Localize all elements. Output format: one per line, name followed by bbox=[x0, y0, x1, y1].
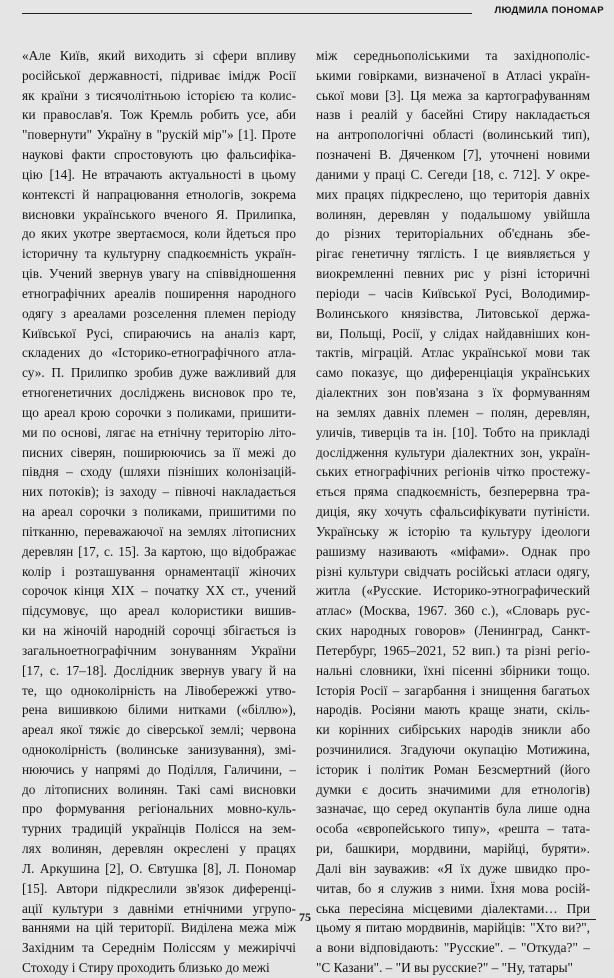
text-line: наукові факти спростовують цю фальсифіка- bbox=[22, 147, 296, 163]
text-line: ми по основі, лягає на етнічну територію літо- bbox=[22, 424, 296, 440]
text-line: Волинського князівства, Литовської держа- bbox=[316, 305, 590, 321]
text-line: ских народных говоров» (Ленинград, Санкт- bbox=[316, 623, 590, 639]
text-line: зазначає, що серед окупантів була лише одна bbox=[316, 801, 590, 817]
text-line: уличів, тиверців та ін. [10]. Тобто на прикладі bbox=[316, 424, 590, 440]
text-line: цьому я питаю мордвинів, марійців: "Хто ви?", bbox=[316, 920, 590, 936]
text-line: лях волинян, деревлян окреслені у працях bbox=[22, 841, 296, 857]
footer-rule-right bbox=[338, 919, 596, 920]
text-line: ваннями на цій території. Виділена межа між bbox=[22, 920, 296, 936]
running-header-author: ЛЮДМИЛА ПОНОМАР bbox=[494, 5, 604, 16]
text-line: ської мови [3]. Ця межа за картографуванням bbox=[316, 87, 590, 103]
text-line: ців. Учений звернув увагу на співвідношення bbox=[22, 266, 296, 282]
text-line: рігає генетичну тяглість. І це виявляється у bbox=[316, 246, 590, 262]
footer-rule-left bbox=[22, 919, 270, 920]
text-line: одноколірність (волинське занизування), змі- bbox=[22, 741, 296, 757]
text-line: сорочок кінця XIX – початку XX ст., учений bbox=[22, 583, 296, 599]
text-line: між середньополіськими та західнополіс- bbox=[316, 48, 590, 63]
text-line: [15]. Автори підкреслили зв'язок диференці- bbox=[22, 880, 296, 896]
text-line: житла («Русские. Историко-этнографический bbox=[316, 583, 590, 599]
text-line: цію [14]. Не втрачають актуальності в цьому bbox=[22, 166, 296, 182]
text-line: а вони відповідають: "Русские". – "Откуда?" – bbox=[316, 940, 590, 956]
text-line: ви, Польщі, Росії, у слідах найдавніших кон- bbox=[316, 325, 590, 341]
text-line: Стоходу і Стиру проходить близько до межі bbox=[22, 960, 270, 976]
text-line: підсумовує, що ареал колористики вишив- bbox=[22, 603, 296, 619]
text-line: ареал якої тяжіє до сіверської землі; червона bbox=[22, 722, 296, 738]
text-line: загальноетнографічним зонуванням України bbox=[22, 642, 296, 658]
text-line: читав, бо я служив з ними. Їхня мова росій- bbox=[316, 880, 590, 896]
text-line: ькими говірками, визначеної в Атласі україн- bbox=[316, 67, 590, 83]
text-line: періоди – часів Київської Русі, Володимир- bbox=[316, 285, 590, 301]
text-line: ки на жіночій народній сорочці збігається із bbox=[22, 623, 296, 639]
text-line: що ареал крою сорочки з поликами, пришити- bbox=[22, 404, 296, 420]
text-line: Київської Русі, спираючись на аналіз карт, bbox=[22, 325, 296, 341]
text-line: деревлян [17, с. 15]. За картою, що відображає bbox=[22, 543, 296, 559]
text-line: Л. Аркушина [2], О. Євтушка [8], Л. Пономар bbox=[22, 860, 296, 876]
text-line: контексті й напрацювання етнологів, зокрема bbox=[22, 186, 296, 202]
text-line: Українську ж історію та культуру ідеологи bbox=[316, 523, 590, 539]
right-text-column bbox=[316, 46, 590, 978]
text-line: пітканню, переважаючої на землях літописних bbox=[22, 523, 296, 539]
text-line: народів. Росіяни мають краще знати, скіль- bbox=[316, 702, 590, 718]
text-line: ки православ'я. Тож Кремль робить усе, аби bbox=[22, 107, 296, 123]
text-line: рена вишивкою білими нитками («біллю»), bbox=[22, 702, 296, 718]
text-line: виокремленні певних рис у різні історичні bbox=[316, 266, 590, 282]
text-line: складених до «Історико-етнографічного атла- bbox=[22, 345, 296, 361]
text-line: Далі він зауважив: «Я їх дуже швидко про- bbox=[316, 860, 590, 876]
text-line: етногенетичних досліджень висновок про те, bbox=[22, 385, 296, 401]
text-line: нюючись у напрямі до Поділля, Галичини, – bbox=[22, 761, 296, 777]
text-line: дослідження культури діалектних зон, україн- bbox=[316, 444, 590, 460]
text-line: диція, яку хочуть сфальсифікувати путіністи. bbox=[316, 504, 590, 520]
text-line: ська пересіяна місцевими діалектами… При bbox=[316, 900, 590, 916]
text-line: «Але Київ, який виходить зі сфери впливу bbox=[22, 48, 296, 63]
text-line: даними у праці С. Сегеди [18, с. 712]. У окре- bbox=[316, 166, 590, 182]
text-line: історик і політик Роман Безсмертний (його bbox=[316, 761, 590, 777]
text-line: російської державності, підриває імідж Росії bbox=[22, 67, 296, 83]
text-line: на антропологічні області (волинський тип), bbox=[316, 127, 590, 143]
text-line: до яких укотре звертаємося, коли йдеться про bbox=[22, 226, 296, 242]
text-line: них потоків); із заходу – півночі накладається bbox=[22, 484, 296, 500]
text-line: нальні словники, їхні пісенні збірники тощо. bbox=[316, 662, 590, 678]
text-line: само показує, що диференціація українських bbox=[316, 365, 590, 381]
text-line: ри, башкири, мордвини, марійці, буряти». bbox=[316, 841, 590, 857]
text-line: те, що одноколірність на Лівобережжі утво- bbox=[22, 682, 296, 698]
text-line: [17, с. 17–18]. Дослідник звернув увагу й на bbox=[22, 662, 296, 678]
text-line: Історія Росії – загарбання і знищення багатьох bbox=[316, 682, 590, 698]
page-number: 75 bbox=[299, 910, 311, 924]
text-line: діалектних зон пов'язана з їх формуванням bbox=[316, 385, 590, 401]
text-line: атлас» (Москва, 1967. 360 с.), «Словарь рус- bbox=[316, 603, 590, 619]
text-line: "С Казани". – "И вы русские?" – "Ну, татары" bbox=[316, 960, 573, 976]
text-line: Петербург, 1965–2021, 52 вип.) та різні регіо- bbox=[316, 642, 590, 658]
text-line: на ареал сорочки з поликами, пришитими по bbox=[22, 504, 296, 520]
text-line: ки корінних сибірських народів зникли або bbox=[316, 722, 590, 738]
text-line: ється пряма спадкоємність, безперервна тра- bbox=[316, 484, 590, 500]
text-line: як країни з тисячолітньою історією та колис- bbox=[22, 87, 296, 103]
text-line: різні культури свідчать російські атласи одягу, bbox=[316, 563, 590, 579]
text-line: одягу з ареалами розселення племен періоду bbox=[22, 305, 296, 321]
text-line: ських етнографічних регіонів чітко простежу- bbox=[316, 464, 590, 480]
left-text-column bbox=[22, 46, 296, 978]
text-line: етнографічних ареалів поширення народного bbox=[22, 285, 296, 301]
text-line: тактів, міграцій. Атлас української мови так bbox=[316, 345, 590, 361]
text-line: півдня – сходу (шляхи пізніших колонізацій- bbox=[22, 464, 296, 480]
text-line: про формування регіональних мовно-куль- bbox=[22, 801, 296, 817]
text-line: висновки українського вченого Я. Прилипка, bbox=[22, 206, 296, 222]
text-line: колір і розташування орнаментації жіночих bbox=[22, 563, 296, 579]
text-line: Західним та Середнім Поліссям у межиріччі bbox=[22, 940, 296, 956]
text-line: писних сіверян, поширюючись за її межі до bbox=[22, 444, 296, 460]
text-line: назв і реалій у басейні Стиру накладається bbox=[316, 107, 590, 123]
text-line: розчинилися. Згадуючи окупацію Мотижина, bbox=[316, 741, 590, 757]
text-line: "повернути" Україну в "рускій мір"» [1]. Проте bbox=[22, 127, 296, 143]
text-line: до літописних волинян. Такі самі висновки bbox=[22, 781, 296, 797]
text-line: рашизму називають «міфами». Однак про bbox=[316, 543, 590, 559]
text-line: мих працях підкреслено, що територія давніх bbox=[316, 186, 590, 202]
text-line: особа «європейського типу», «решта – тата- bbox=[316, 821, 590, 837]
text-line: до різних територіальних об'єднань збе- bbox=[316, 226, 590, 242]
header-rule bbox=[22, 13, 472, 14]
text-line: позначені В. Дяченком [7], уточнені новими bbox=[316, 147, 590, 163]
text-line: турних традицій українців Полісся на зем- bbox=[22, 821, 296, 837]
text-line: на землях давніх племен – полян, деревлян, bbox=[316, 404, 590, 420]
text-line: су». П. Прилипко зробив дуже важливий для bbox=[22, 365, 296, 381]
text-line: історичну та культурну спадкоємність україн- bbox=[22, 246, 296, 262]
text-line: думки є досить значимими для етнологів) bbox=[316, 781, 590, 797]
text-line: ації культури з давніми етнічними угрупо- bbox=[22, 900, 296, 916]
text-line: волинян, деревлян у подальшому увійшла bbox=[316, 206, 590, 222]
